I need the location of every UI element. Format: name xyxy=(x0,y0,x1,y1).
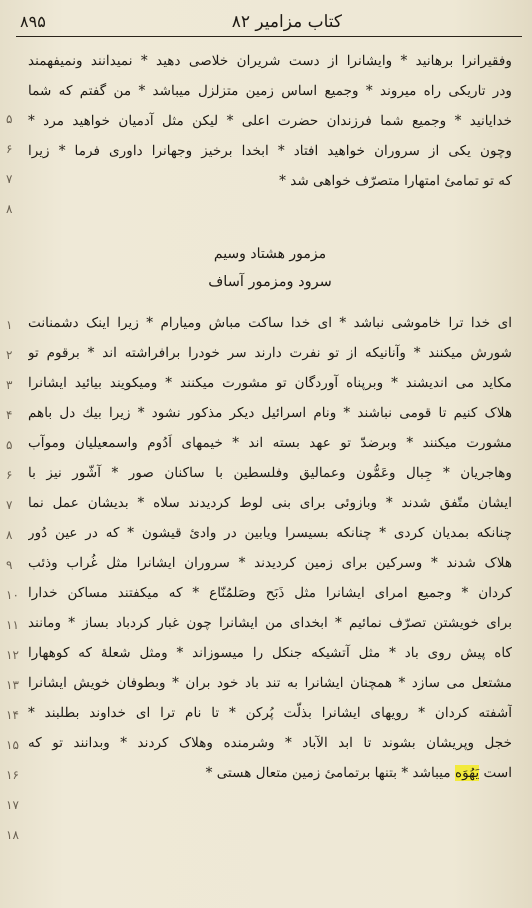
verse-number: ۲ xyxy=(6,348,13,362)
text-line: مشتعل می سازد * همچنان ایشانرا به تند باد خود بران * وبطوفان خویش ایشانرا xyxy=(28,675,512,691)
running-title: کتاب مزامیر ۸۲ xyxy=(231,12,342,32)
verse-number: ۱۶ xyxy=(6,768,19,782)
text-line: هلاک کنیم تا قومی نباشند * ونام اسرائیل دیکر مذکور نشود * زیرا بیك دل باهم xyxy=(28,405,512,421)
verse-number: ۷ xyxy=(6,172,13,186)
line-start: است xyxy=(479,765,512,781)
running-header xyxy=(20,10,512,36)
line-end: میباشد * بتنها برتمامیٔ زمین متعال هستی * xyxy=(205,765,455,781)
psalm-title: مزمور هشتاد وسیم xyxy=(213,246,327,262)
text-line: ای خدا ترا خاموشی نباشد * ای خدا ساکت مباش ومیارام * زیرا اینک دشمنانت xyxy=(28,315,512,331)
psalm-83-heading xyxy=(28,240,512,296)
verse-number: ۴ xyxy=(6,408,13,422)
text-line: که تو تمامیٔ امتهارا متصرّف خواهی شد * xyxy=(279,173,512,189)
text-line: وچون یکی از سروران خواهید افتاد * ابخدا برخیز وجهانرا داوری فرما * زیرا xyxy=(28,143,512,159)
verse-number: ۵ xyxy=(6,112,13,126)
text-line: هلاک شدند * وسرکین برای زمین کردیدند * سروران ایشانرا مثل غُراب وذئب xyxy=(28,555,512,571)
text-line: چنانکه بمدیان کردی * چنانکه بسیسرا ویابین در وادیٔ قیشون * که در عین دُور xyxy=(28,525,512,541)
text-line: خجل وپریشان بشوند تا ابد الآباد * وشرمنده وهلاک کردند * وبدانند تو که xyxy=(28,735,512,751)
verse-number: ۱۰ xyxy=(6,588,19,602)
text-line: ودر تاریکی راه میروند * وجمیع اساس زمین متزلزل میباشد * من گفتم که شما xyxy=(28,83,512,99)
verse-number: ۸ xyxy=(6,528,13,542)
verse-number: ۹ xyxy=(6,558,13,572)
text-line: ایشان متّفق شدند * وبازوئی برای بنی لوط کردیدند سلاه * بدیشان عمل نما xyxy=(28,495,512,511)
verse-number: ۱۷ xyxy=(6,798,19,812)
verse-number: ۷ xyxy=(6,498,13,512)
verse-number: ۸ xyxy=(6,202,13,216)
highlighted-word: یَهُوَه xyxy=(454,765,480,781)
text-line: کردان * وجمیع امرای ایشانرا مثل ذَبَح وصَلمُنّاع * که میکفتند مساکن خدارا xyxy=(28,585,512,601)
text-line: وهاجریان * جِبال وعَمُّون وعمالیق وفلسطین با ساکنان صور * آشّور نیز با xyxy=(28,465,512,481)
text-line: شورش میکنند * وآنانیکه از تو نفرت دارند سر خودرا برافراشته اند * برقوم تو xyxy=(28,345,512,361)
text-line: آشفته کردان * رویهای ایشانرا بذلّت پُرکن * تا نام ترا ای خداوند بطلبند * xyxy=(28,705,512,721)
page-number: ۸۹۵ xyxy=(20,12,46,31)
verse-number: ۶ xyxy=(6,142,13,156)
text-line: کاه پیش روی باد * مثل آتشیکه جنکل را میسوزاند * ومثل شعلهٔ که کوههارا xyxy=(28,645,512,661)
verse-number: ۱۴ xyxy=(6,708,19,722)
text-line: وفقیرانرا برهانید * وایشانرا از دست شریران خلاصی دهید * نمیدانند ونمیفهمند xyxy=(28,53,512,69)
verse-number: ۱۱ xyxy=(6,618,19,632)
psalm-subtitle: سرود ومزمور آساف xyxy=(208,274,332,290)
verse-number: ۱ xyxy=(6,318,13,332)
verse-number: ۳ xyxy=(6,378,13,392)
final-text-line xyxy=(28,758,512,788)
psalm-83-body xyxy=(28,308,512,788)
verse-number: ۱۳ xyxy=(6,678,19,692)
verse-number: ۶ xyxy=(6,468,13,482)
text-line: خدایانید * وجمیع شما فرزندان حضرت اعلی * لیکن مثل آدمیان خواهید مرد * xyxy=(28,113,512,129)
text-line: مشورت میکنند * وبرضدّ تو عهد بسته اند * خیمهای اَدُوم واسمعیلیان وموآب xyxy=(28,435,512,451)
verse-number: ۱۲ xyxy=(6,648,19,662)
verse-number: ۱۵ xyxy=(6,738,19,752)
psalm-82-ending xyxy=(28,46,512,196)
verse-number: ۱۸ xyxy=(6,828,19,842)
verse-number: ۵ xyxy=(6,438,13,452)
header-rule xyxy=(16,36,522,37)
text-line: مکاید می اندیشند * وبرپناه آوردگان تو مشورت میکنند * ومیکویند بیائید ایشانرا xyxy=(28,375,512,391)
text-line: برای خویشتن تصرّف نمائیم * ابخدای من ایشانرا چون غبار کردباد بساز * ومانند xyxy=(28,615,512,631)
